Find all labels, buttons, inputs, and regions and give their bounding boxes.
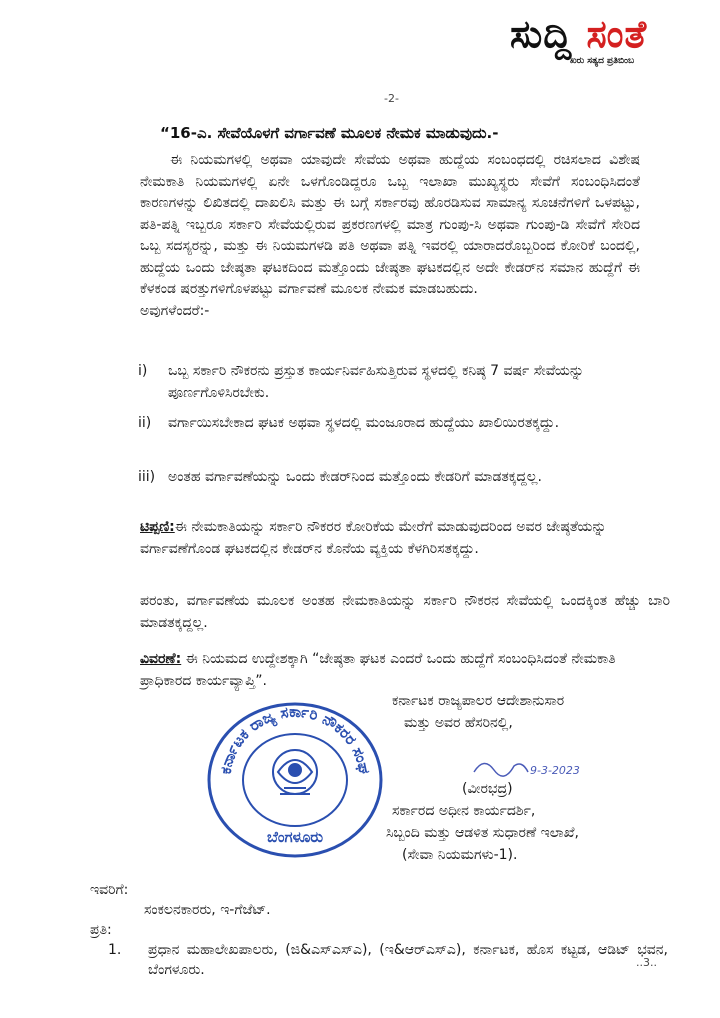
list-item-text: ಅಂತಹ ವರ್ಗಾವಣೆಯನ್ನು ಒಂದು ಕೇಡರ್‌ನಿಂದ ಮತ್ತೊಂದು ಕೇಡರಿಗೆ ಮಾಡತಕ್ಕದ್ದಲ್ಲ. xyxy=(168,469,542,485)
signatory-designation: ಸರ್ಕಾರದ ಅಧೀನ ಕಾರ್ಯದರ್ಶಿ, xyxy=(392,803,536,819)
explanation-label: ವಿವರಣೆ: xyxy=(140,651,182,667)
explanation-text: ಈ ನಿಯಮದ ಉದ್ದೇಶಕ್ಕಾಗಿ “ಜೇಷ್ಠತಾ ಘಟಕ ಎಂದರೆ ಒಂದು ಹುದ್ದೆಗೆ ಸಂಬಂಧಿಸಿದಂತೆ ನೇಮಕಾತಿ ಪ್ರಾಧಿಕಾರದ ಕಾರ್ಯವ್ಯಾಪ್ತಿ”. xyxy=(140,651,616,689)
conditions-intro: ಅವುಗಳೆಂದರೆ:- xyxy=(140,302,210,319)
copy-item-text: ಪ್ರಧಾನ ಮಹಾಲೇಖಪಾಲರು, (ಜಿ&ಎಸ್‌ಎಸ್‌ಎ), (ಇ&ಆರ್‌ಎಸ್‌ಎ), ಕರ್ನಾಟಕ, ಹೊಸ ಕಟ್ಟಡ, ಆಡಿಟ್ ಭವನ, ಬೆಂಗಳೂರು. xyxy=(148,942,668,978)
copy-item xyxy=(90,940,670,980)
explanation-block xyxy=(140,648,660,692)
list-item-text: ಒಬ್ಬ ಸರ್ಕಾರಿ ನೌಕರನು ಪ್ರಸ್ತುತ ಕಾರ್ಯನಿರ್ವಹಿಸುತ್ತಿರುವ ಸ್ಥಳದಲ್ಲಿ ಕನಿಷ್ಠ 7 ವರ್ಷ ಸೇವೆಯನ್ನು ಪೂರ್ಣಗೊಳಿಸಿರಬೇಕು. xyxy=(168,363,584,401)
list-item-number: ii) xyxy=(138,415,152,431)
to-label: ಇವರಿಗೆ: xyxy=(90,882,129,898)
body-text: ಈ ನಿಯಮಗಳಲ್ಲಿ ಅಥವಾ ಯಾವುದೇ ಸೇವೆಯ ಅಥವಾ ಹುದ್ದೆಯ ಸಂಬಂಧದಲ್ಲಿ ರಚಿಸಲಾದ ವಿಶೇಷ ನೇಮಕಾತಿ ನಿಯಮಗಳಲ್ಲಿ ಏನೇ ಒಳಗೊಂಡಿದ್ದರೂ ಒಬ್ಬ ಇಲಾಖಾ ಮುಖ್ಯಸ್ಥರು ಸೇವೆಗೆ ಸಂಬಂಧಿಸಿದಂತೆ ಕಾರಣಗಳನ್ನು ಲಿಖಿತದಲ್ಲಿ ದಾಖಲಿಸಿ ಮತ್ತು ಈ ಬಗ್ಗೆ ಸರ್ಕಾರವು ಹೊರಡಿಸುವ ಸಾಮಾನ್ಯ ಸೂಚನೆಗಳಿಗೆ ಒಳಪಟ್ಟು, ಪತಿ-ಪತ್ನಿ ಇಬ್ಬರೂ ಸರ್ಕಾರಿ ಸೇವೆಯಲ್ಲಿರುವ ಪ್ರಕರಣಗಳಲ್ಲಿ ಮಾತ್ರ ಗುಂಪು-ಸಿ ಅಥವಾ ಗುಂಪು-ಡಿ ಸೇವೆಗೆ ಸೇರಿದ ಒಬ್ಬ ಸದಸ್ಯರನ್ನು, ಮತ್ತು ಈ ನಿಯಮಗಳಡಿ ಪತಿ ಅಥವಾ ಪತ್ನಿ ಇವರಲ್ಲಿ ಯಾರಾದರೊಬ್ಬರಿಂದ ಕೋರಿಕೆ ಬಂದಲ್ಲಿ, ಹುದ್ದೆಯ ಒಂದು ಜೇಷ್ಠತಾ ಘಟಕದಿಂದ ಮತ್ತೊಂದು ಜೇಷ್ಠತಾ ಘಟಕದಲ್ಲಿನ ಅದೇ ಕೇಡರ್‌ನ ಸಮಾನ ಹುದ್ದೆಗೆ ಈ ಕೆಳಕಂಡ ಷರತ್ತುಗಳಿಗೊಳಪಟ್ಟು ವರ್ಗಾವಣೆ ಮೂಲಕ ನೇಮಕ ಮಾಡಬಹುದು. xyxy=(140,152,640,297)
proviso-paragraph: ಪರಂತು, ವರ್ಗಾವಣೆಯ ಮೂಲಕ ಅಂತಹ ನೇಮಕಾತಿಯನ್ನು ಸರ್ಕಾರಿ ನೌಕರನ ಸೇವೆಯಲ್ಲಿ ಒಂದಕ್ಕಿಂತ ಹೆಚ್ಚು ಬಾರಿ ಮಾಡತಕ್ಕದ್ದಲ್ಲ. xyxy=(140,593,670,631)
list-item-number: i) xyxy=(138,363,148,379)
list-item-number: iii) xyxy=(138,469,156,485)
seal-outer-text: ಕರ್ನಾಟಕ ರಾಜ್ಯ ಸರ್ಕಾರಿ ನೌಕರರ ಸಂಘ xyxy=(216,702,374,776)
next-page-marker: ..3.. xyxy=(636,956,657,969)
recipients-block xyxy=(90,880,670,980)
signature-scrawl-icon xyxy=(470,752,590,782)
signatory-department: ಸಿಬ್ಬಂದಿ ಮತ್ತು ಆಡಳಿತ ಸುಧಾರಣೆ ಇಲಾಖೆ, xyxy=(386,825,579,841)
note-text: ಈ ನೇಮಕಾತಿಯನ್ನು ಸರ್ಕಾರಿ ನೌಕರರ ಕೋರಿಕೆಯ ಮೇರೆಗೆ ಮಾಡುವುದರಿಂದ ಅವರ ಜೇಷ್ಠತೆಯನ್ನು ವರ್ಗಾವಣೆಗೊಂಡ ಘಟಕದಲ್ಲಿನ ಕೇಡರ್‌ನ ಕೊನೆಯ ವ್ಯಕ್ತಿಯ ಕೆಳಗಿರಿಸತಕ್ಕದ್ದು. xyxy=(140,519,607,557)
rule-heading: “16-ಎ. ಸೇವೆಯೊಳಗೆ ವರ್ಗಾವಣೆ ಮೂಲಕ ನೇಮಕ ಮಾಡುವುದು.- xyxy=(160,124,499,142)
emblem-icon xyxy=(273,750,317,794)
brand-logo xyxy=(510,12,710,72)
body-paragraph xyxy=(140,150,640,322)
signature-date: 9-3-2023 xyxy=(530,764,580,777)
copy-item-number: 1. xyxy=(108,942,122,958)
logo-tagline: ಖರು ಸತ್ಯದ ಪ್ರತಿಬಿಂಬ xyxy=(570,56,635,66)
logo-name-red: ಸಂತೆ xyxy=(586,12,648,56)
logo-title xyxy=(510,12,647,57)
handwritten-signature xyxy=(470,752,590,782)
list-item-text: ವರ್ಗಾಯಿಸಬೇಕಾದ ಘಟಕ ಅಥವಾ ಸ್ಥಳದಲ್ಲಿ ಮಂಜೂರಾದ ಹುದ್ದೆಯು ಖಾಲಿಯಿರತಕ್ಕದ್ದು. xyxy=(168,415,560,431)
seal-city-text: ಬೆಂಗಳೂರು xyxy=(266,828,324,846)
signature-line2: ಮತ್ತು ಅವರ ಹೆಸರಿನಲ್ಲಿ, xyxy=(404,715,513,731)
note-block xyxy=(140,516,660,560)
to-recipient: ಸಂಕಲನಕಾರರು, ಇ-ಗೆಜೆಟ್. xyxy=(144,902,271,918)
seal-graphic xyxy=(200,690,390,860)
signatory-section: (ಸೇವಾ ನಿಯಮಗಳು-1). xyxy=(402,847,518,863)
official-seal xyxy=(200,690,390,860)
page-number: -2- xyxy=(384,92,399,105)
logo-name-dark: ಸುದ್ದಿ xyxy=(510,12,587,56)
note-label: ಟಿಪ್ಪಣಿ: xyxy=(140,519,175,535)
signatory-name: (ವೀರಭದ್ರ) xyxy=(462,781,513,797)
signature-line1: ಕರ್ನಾಟಕ ರಾಜ್ಯಪಾಲರ ಆದೇಶಾನುಸಾರ xyxy=(392,693,565,709)
copy-label: ಪ್ರತಿ: xyxy=(90,922,112,938)
